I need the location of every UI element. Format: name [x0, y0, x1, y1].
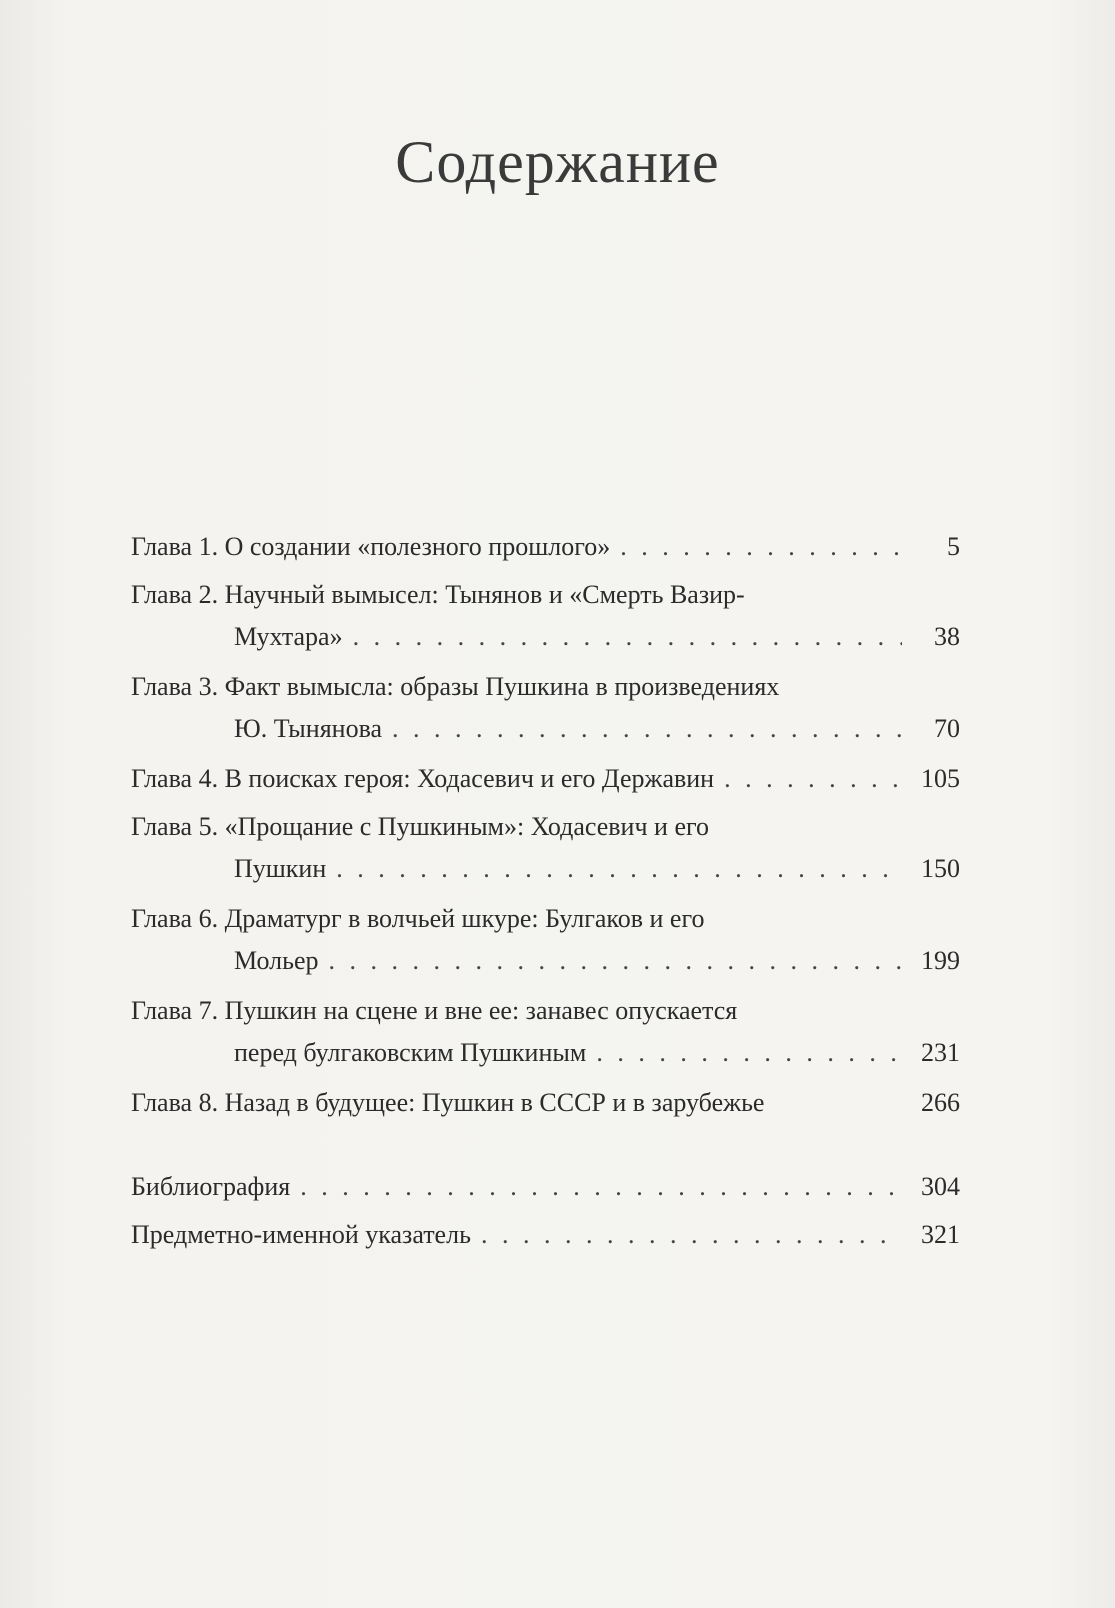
- chapter-title: Глава 4. В поисках героя: Ходасевич и его Державин: [131, 764, 715, 793]
- leader-dots: [596, 1032, 902, 1074]
- leader-dots: [724, 758, 902, 800]
- toc-entry-chapter-8[interactable]: [131, 1082, 960, 1124]
- chapter-title: Глава 2. Научный вымысел: Тынянов и «Смерть Вазир-: [131, 580, 745, 609]
- chapter-title: Глава 8. Назад в будущее: Пушкин в СССР и в зарубежье: [131, 1088, 765, 1117]
- page-number: 321: [921, 1220, 960, 1249]
- toc-entry-chapter-3[interactable]: [131, 666, 960, 750]
- leader-dots: [336, 848, 902, 890]
- leader-dots: [329, 940, 903, 982]
- leader-dots: [353, 616, 902, 658]
- section-title: Библиография: [131, 1172, 291, 1201]
- leader-dots: [620, 526, 902, 568]
- toc-entry-bibliography[interactable]: [131, 1166, 960, 1208]
- page-number: 5: [947, 532, 960, 561]
- section-title: Предметно-именной указатель: [131, 1220, 471, 1249]
- leader-dots: [392, 708, 902, 750]
- toc-entry-chapter-5[interactable]: [131, 806, 960, 890]
- chapter-title: Глава 3. Факт вымысла: образы Пушкина в произведениях: [131, 672, 780, 701]
- chapter-title: Глава 1. О создании «полезного прошлого»: [131, 532, 611, 561]
- chapter-title-continued: Пушкин: [234, 854, 327, 883]
- chapter-title: Глава 6. Драматург в волчьей шкуре: Булгаков и его: [131, 904, 705, 933]
- page-number: 199: [921, 946, 960, 975]
- toc-entry-chapter-2[interactable]: [131, 574, 960, 658]
- toc-entry-chapter-7[interactable]: [131, 990, 960, 1074]
- page-number: 304: [921, 1172, 960, 1201]
- page-title: Содержание: [395, 129, 720, 195]
- leader-dots: [481, 1214, 902, 1256]
- chapter-title: Глава 5. «Прощание с Пушкиным»: Ходасевич и его: [131, 812, 710, 841]
- page-number: 266: [921, 1088, 960, 1117]
- leader-dots: [300, 1166, 902, 1208]
- section-gap: [131, 1130, 960, 1166]
- toc-entry-index[interactable]: [131, 1214, 960, 1256]
- chapter-title: Глава 7. Пушкин на сцене и вне ее: занавес опускается: [131, 996, 738, 1025]
- toc-entry-chapter-1[interactable]: [131, 526, 960, 568]
- table-of-contents: [131, 526, 960, 1262]
- toc-entry-chapter-6[interactable]: [131, 898, 960, 982]
- chapter-title-continued: перед булгаковским Пушкиным: [234, 1038, 587, 1067]
- chapter-title-continued: Мольер: [234, 946, 319, 975]
- toc-entry-chapter-4[interactable]: [131, 758, 960, 800]
- page-number: 105: [921, 764, 960, 793]
- page-number: 231: [921, 1038, 960, 1067]
- page-number: 38: [934, 622, 960, 651]
- page-number: 150: [921, 854, 960, 883]
- chapter-title-continued: Мухтара»: [234, 622, 343, 651]
- chapter-title-continued: Ю. Тынянова: [234, 714, 383, 743]
- page-number: 70: [934, 714, 960, 743]
